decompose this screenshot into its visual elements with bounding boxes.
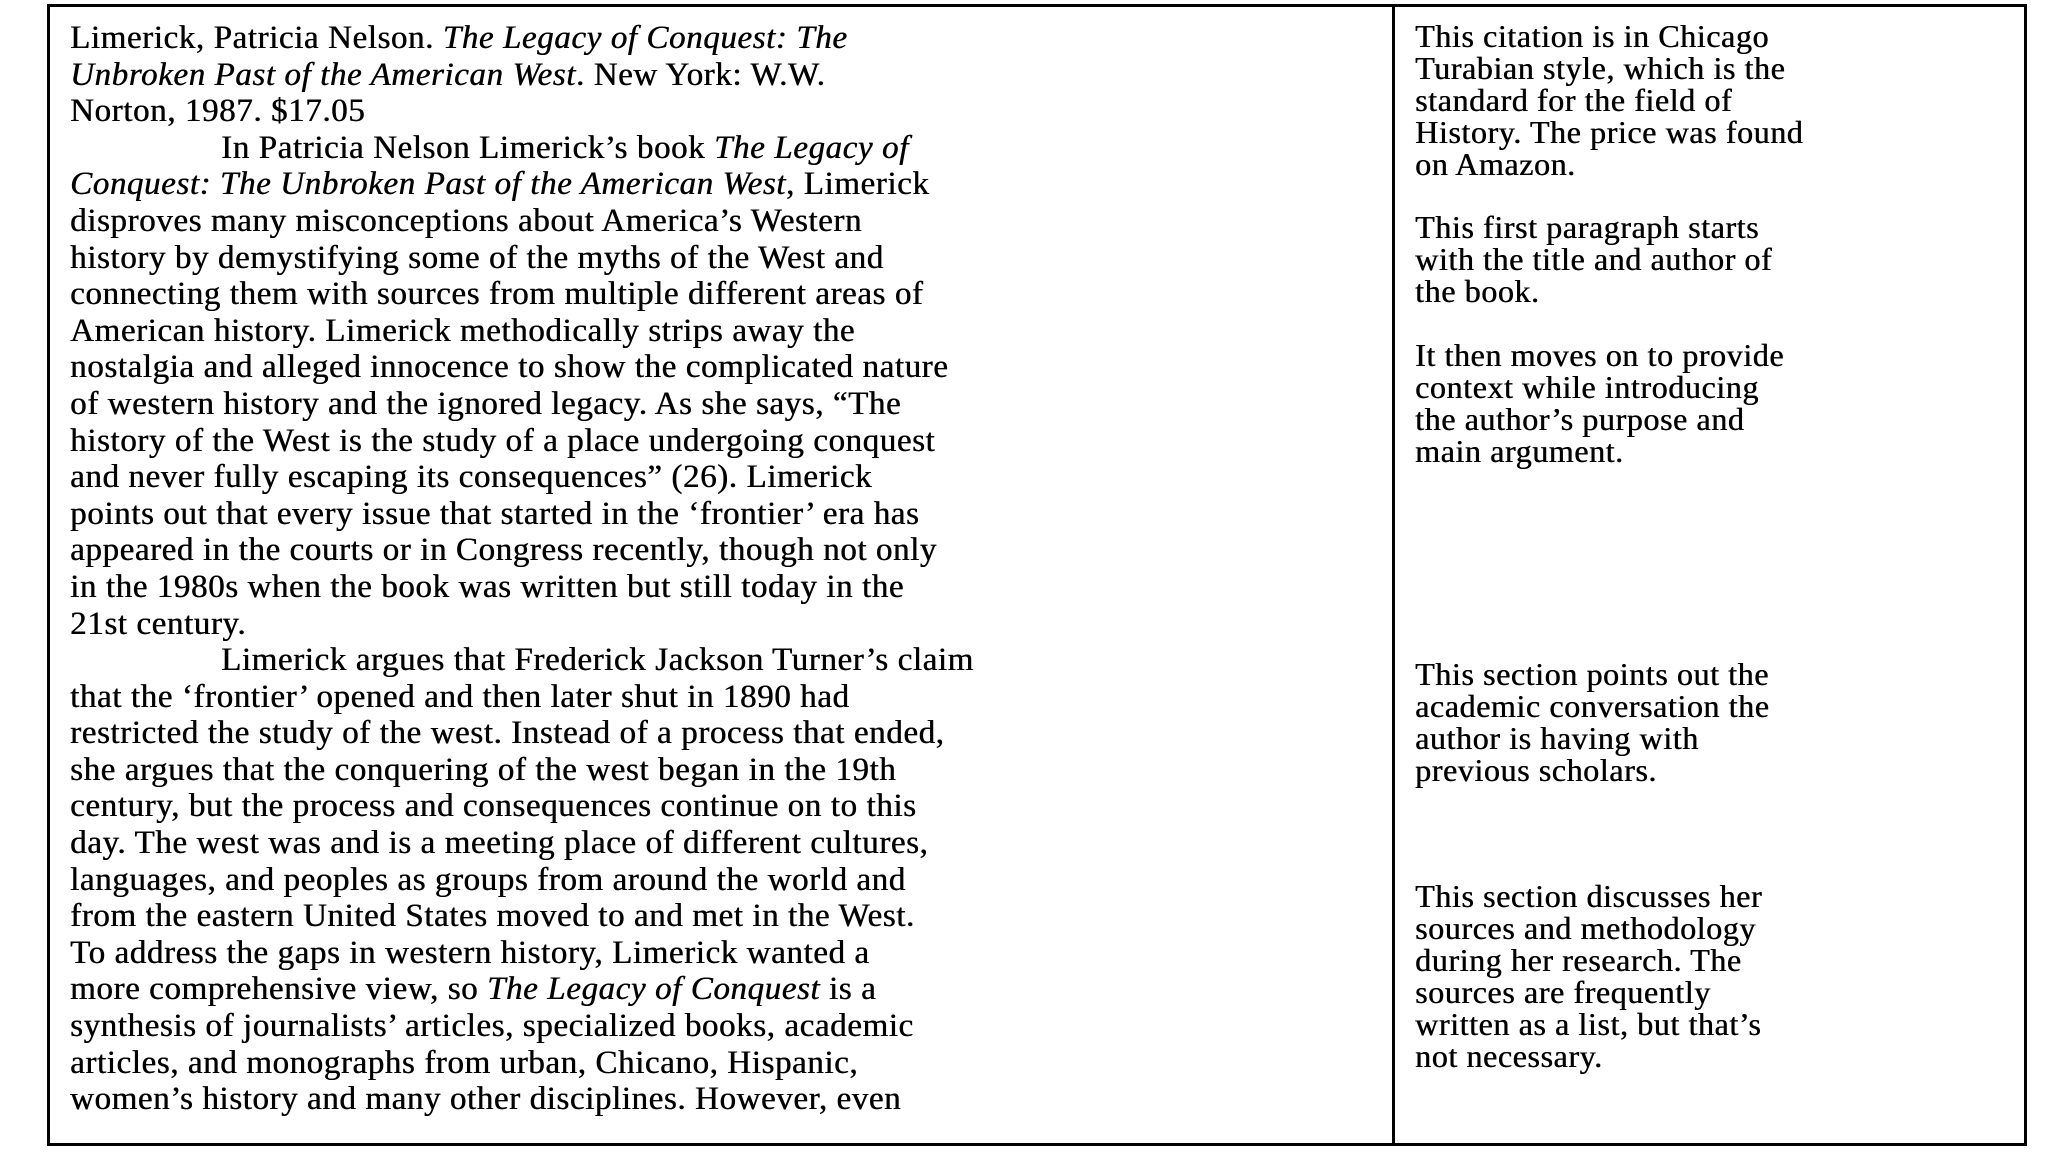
paragraph2-line: women’s history and many other disciplines. However, even — [70, 1081, 902, 1118]
citation-title: The Legacy of Conquest: The — [442, 20, 848, 56]
paragraph2-line: from the eastern United States moved to and met in the West. — [70, 898, 915, 935]
paragraph2-line: day. The west was and is a meeting place of different cultures, — [70, 825, 929, 862]
paragraph2-line: that the ‘frontier’ opened and then later shut in 1890 had — [70, 678, 850, 715]
paragraph2-text: more comprehensive view, so — [70, 971, 487, 1008]
paragraph1-line: nostalgia and alleged innocence to show the complicated nature — [70, 349, 949, 386]
paragraph1-line: history of the West is the study of a place undergoing conquest — [70, 422, 936, 459]
paragraph2-line: languages, and peoples as groups from around the world and — [70, 861, 906, 898]
annotation-first-paragraph: This first paragraph starts with the title and author of the book. — [1415, 209, 1773, 309]
citation-publisher: . New York: W.W. — [575, 56, 826, 93]
paragraph2-line: synthesis of journalists’ articles, specialized books, academic — [70, 1008, 914, 1045]
paragraph1-line: and never fully escaping its consequences” (26). Limerick — [70, 459, 873, 496]
paragraph1-line — [70, 130, 1392, 167]
paragraph1-line: in the 1980s when the book was written but still today in the — [70, 568, 904, 605]
paragraph1-line: appeared in the courts or in Congress recently, though not only — [70, 532, 937, 569]
citation-line — [70, 57, 1392, 94]
citation-line — [70, 20, 1392, 57]
paragraph2-text: is a — [820, 971, 877, 1008]
annotation-column — [1395, 7, 2024, 1143]
paragraph1-line: connecting them with sources from multiple different areas of — [70, 276, 924, 313]
annotation-sources: This section discusses her sources and methodology during her research. The sources are frequently written as a list, but that’s not necessary. — [1415, 878, 1763, 1074]
paragraph2-line — [70, 971, 1392, 1008]
annotated-review-table — [47, 4, 2027, 1146]
paragraph2-line: century, but the process and consequences continue on to this — [70, 788, 917, 825]
paragraph1-line — [70, 166, 1392, 203]
paragraph2-line: restricted the study of the west. Instead of a process that ended, — [70, 715, 945, 752]
review-text-column — [50, 7, 1395, 1143]
paragraph2-line: To address the gaps in western history, Limerick wanted a — [70, 934, 870, 971]
paragraph2-line: articles, and monographs from urban, Chicano, Hispanic, — [70, 1044, 859, 1081]
annotation-citation: This citation is in Chicago Turabian style, which is the standard for the field of History. The price was found on Amazon. — [1415, 18, 1804, 182]
paragraph1-line: disproves many misconceptions about America’s Western — [70, 202, 862, 239]
citation-title: Unbroken Past of the American West — [70, 56, 576, 93]
paragraph1-text: , Limerick — [785, 166, 930, 203]
citation-line: Norton, 1987. $17.05 — [70, 93, 366, 130]
paragraph1-line: of western history and the ignored legacy. As she says, “The — [70, 385, 902, 422]
paragraph2-line: Limerick argues that Frederick Jackson Turner’s claim — [221, 642, 974, 679]
paragraph1-line: history by demystifying some of the myths of the West and — [70, 239, 884, 276]
paragraph1-text: In Patricia Nelson Limerick’s book — [221, 129, 714, 166]
paragraph1-line: American history. Limerick methodically strips away the — [70, 312, 856, 349]
annotation-academic-conversation: This section points out the academic conversation the author is having with previous scholars. — [1415, 656, 1770, 788]
citation-author: Limerick, Patricia Nelson. — [70, 20, 443, 56]
annotation-context: It then moves on to provide context while introducing the author’s purpose and main argument. — [1415, 337, 1785, 469]
paragraph1-line: points out that every issue that started in the ‘frontier’ era has — [70, 495, 920, 532]
paragraph2-line: she argues that the conquering of the west began in the 19th — [70, 751, 897, 788]
book-title: Conquest: The Unbroken Past of the American West — [70, 166, 786, 203]
book-title: The Legacy of Conquest — [486, 971, 821, 1008]
book-title: The Legacy of — [713, 129, 909, 166]
paragraph1-line: 21st century. — [70, 605, 247, 642]
review-essay — [70, 20, 1392, 1118]
